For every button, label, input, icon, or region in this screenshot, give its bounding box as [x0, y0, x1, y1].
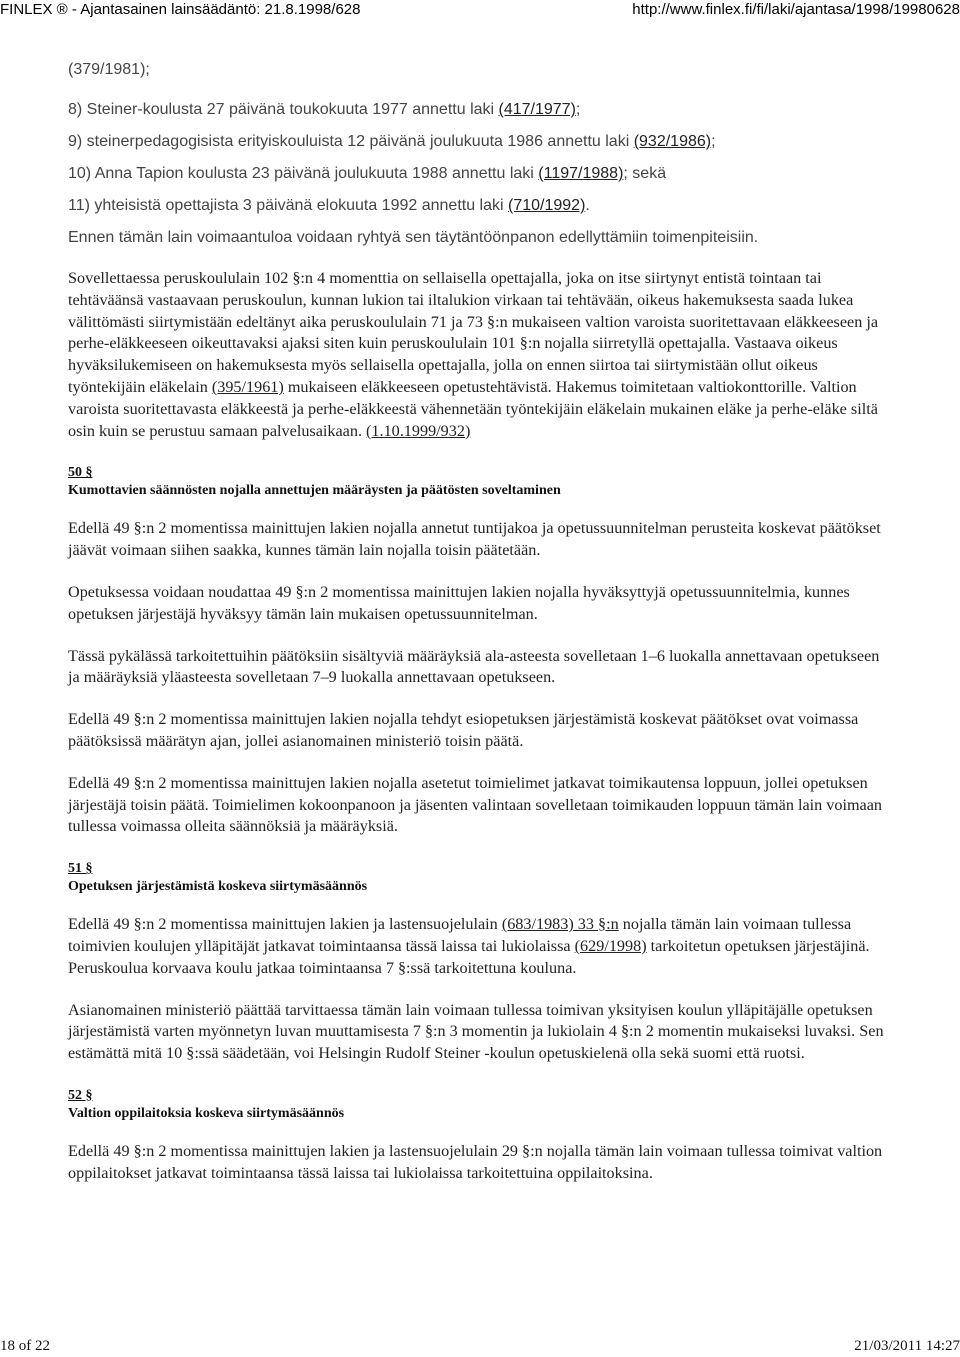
list-line [68, 132, 894, 164]
law-link[interactable]: (629/1998) [574, 936, 647, 955]
section-title: Valtion oppilaitoksia koskeva siirtymäsäännös [68, 1105, 345, 1121]
law-link[interactable]: (395/1961) [211, 377, 284, 396]
section-number[interactable]: 52 § [68, 1087, 93, 1103]
list-text: . [585, 197, 590, 214]
section-number[interactable]: 50 § [68, 465, 93, 481]
paragraph-text: mukaiseen eläkkeeseen opetustehtävistä. Hakemus toimitetaan valtiokonttorille. Valtion varoista suoritettavasta eläkkeestä ja perhe-eläkkeestä vähennetään työntekijäin eläkelain mukainen eläke ja perhe-eläke siltä osin kuin se perustuu samaan palvelusaikaan. [68, 377, 878, 440]
list-text: 8) Steiner-koulusta 27 päivänä toukokuuta 1977 annettu laki [68, 101, 499, 118]
paragraph: Opetuksessa voidaan noudattaa 49 §:n 2 momentissa mainittujen lakien nojalla hyväksyttyjä opetussuunnitelmia, kunnes opetuksen järjestäjä hyväksyy tämän lain mukaisen opetussuunnitelman. [68, 582, 850, 623]
section-title: Opetuksen järjestämistä koskeva siirtymäsäännös [68, 879, 368, 895]
list-text: ; sekä [623, 165, 667, 182]
document-body [68, 60, 894, 1185]
header-title: FINLEX ® - Ajantasainen lainsäädäntö: 21.8.1998/628 [0, 1, 361, 18]
paragraph-text: Edellä 49 §:n 2 momentissa mainittujen lakien ja lastensuojelulain [68, 915, 502, 934]
list-line [68, 196, 894, 228]
print-footer [0, 1333, 960, 1357]
list-line [68, 100, 894, 132]
list-line [68, 228, 894, 268]
print-timestamp: 21/03/2011 14:27 [854, 1338, 960, 1354]
list-text: Ennen tämän lain voimaantuloa voidaan ryhtyä sen täytäntöönpanon edellyttämiin toimenpiteisiin. [68, 229, 759, 246]
list-text: ; [575, 101, 581, 118]
list-text: 11) yhteisistä opettajista 3 päivänä elokuuta 1992 annettu laki [68, 197, 508, 214]
paragraph: Edellä 49 §:n 2 momentissa mainittujen lakien nojalla asetetut toimielimet jatkavat toimikautensa loppuun, jollei opetuksen järjestäjä toisin päätä. Toimielimen kokoonpanoon ja jäsenten valintaan sovelletaan toimikauden loppuun tämän lain voimaan tullessa voimassa olleita säännöksiä ja määräyksiä. [68, 773, 883, 836]
law-link[interactable]: (417/1977) [498, 101, 576, 118]
paragraph-text: tarkoitetun opetuksen järjestäjinä. Peruskoulua korvaava koulu jatkaa toimintaansa 7 §:ssä tarkoitettuna kouluna. [68, 936, 870, 977]
list-text: 10) Anna Tapion koulusta 23 päivänä joulukuuta 1988 annettu laki [68, 165, 539, 182]
list-line [68, 164, 894, 196]
section-number[interactable]: 51 § [68, 861, 93, 877]
paragraph-text: Sovellettaessa peruskoululain 102 §:n 4 momenttia on sellaisella opettajalla, joka on itse siirtynyt entistä tointaan tai tehtäväänsä vastaavaan peruskoulun, kunnan lukion tai iltalukion virkaan tai tehtävään, oikeus hakemuksesta saada lukea välittömästi siirtymistään edeltänyt aika peruskoululain 71 ja 73 §:n mukaiseen valtion varoista suoritettavaan eläkkeeseen ja perhe-eläkkeeseen oikeuttavaksi ajaksi siten kuin peruskoululain 101 §:n nojalla siirretyllä opettajalla. Vastaava oikeus hyväksilukemiseen on hakemuksesta myös sellaisella opettajalla, jolla on ennen siirtoa tai siirtymistään ollut oikeus työntekijäin eläkelain [68, 269, 879, 396]
paragraph: Tässä pykälässä tarkoitettuihin päätöksiin sisältyviä määräyksiä ala-asteesta sovelletaan 1–6 luokalla annettavaan opetukseen ja määräyksiä yläasteesta sovelletaan 7–9 luokalla annettavaan opetukseen. [68, 646, 880, 687]
list-line [68, 60, 894, 92]
header-url[interactable]: http://www.finlex.fi/fi/laki/ajantasa/1998/19980628 [632, 1, 960, 18]
list-text: ; [711, 133, 716, 150]
law-link[interactable]: (932/1986) [633, 133, 712, 150]
paragraph [68, 914, 894, 979]
paragraph: Edellä 49 §:n 2 momentissa mainittujen lakien ja lastensuojelulain 29 §:n nojalla tämän lain voimaan tullessa toimivat valtion oppilaitokset jatkavat toimintaansa tässä laissa tai lukiolaissa tarkoitettuina oppilaitoksina. [68, 1141, 883, 1182]
paragraph [68, 268, 894, 442]
paragraph: Edellä 49 §:n 2 momentissa mainittujen lakien nojalla annetut tuntijakoa ja opetussuunnitelman perusteita koskevat päätökset jäävät voimaan siihen saakka, kunnes tämän lain nojalla toisin päätetään. [68, 519, 881, 560]
list-text: (379/1981); [68, 61, 150, 78]
law-link[interactable]: (710/1992) [508, 197, 586, 214]
law-link[interactable]: (1197/1988) [538, 165, 624, 182]
page-counter: 18 of 22 [0, 1338, 50, 1354]
section-title: Kumottavien säännösten nojalla annettujen määräysten ja päätösten soveltaminen [68, 483, 561, 499]
law-link[interactable]: (683/1983) 33 §:n [501, 915, 619, 934]
paragraph: Edellä 49 §:n 2 momentissa mainittujen lakien nojalla tehdyt esiopetuksen järjestämistä koskevat päätökset ovat voimassa päätöksissä määrätyn ajan, jollei asianomainen ministeriö toisin päätä. [68, 710, 859, 750]
paragraph: Asianomainen ministeriö päättää tarvittaessa tämän lain voimaan tullessa toimivan yksityisen koulun ylläpitäjälle opetuksen järjestämistä varten myönnetyn luvan muuttamisesta 7 §:n 3 momentin ja lukiolain 4 §:n 2 momentin mukaiseksi luvaksi. Sen estämättä mitä 10 §:ssä säädetään, voi Helsingin Rudolf Steiner -koulun opetuskielenä olla sekä suomi että ruotsi. [68, 1000, 884, 1063]
amendment-link[interactable]: (1.10.1999/932) [366, 421, 471, 440]
list-text: 9) steinerpedagogisista erityiskouluista 12 päivänä joulukuuta 1986 annettu laki [68, 133, 634, 150]
print-header [0, 0, 960, 24]
paragraph-text: nojalla tämän lain voimaan tullessa toimivien koulujen ylläpitäjät jatkavat toimintaansa tässä laissa tai lukiolaissa [68, 915, 852, 955]
